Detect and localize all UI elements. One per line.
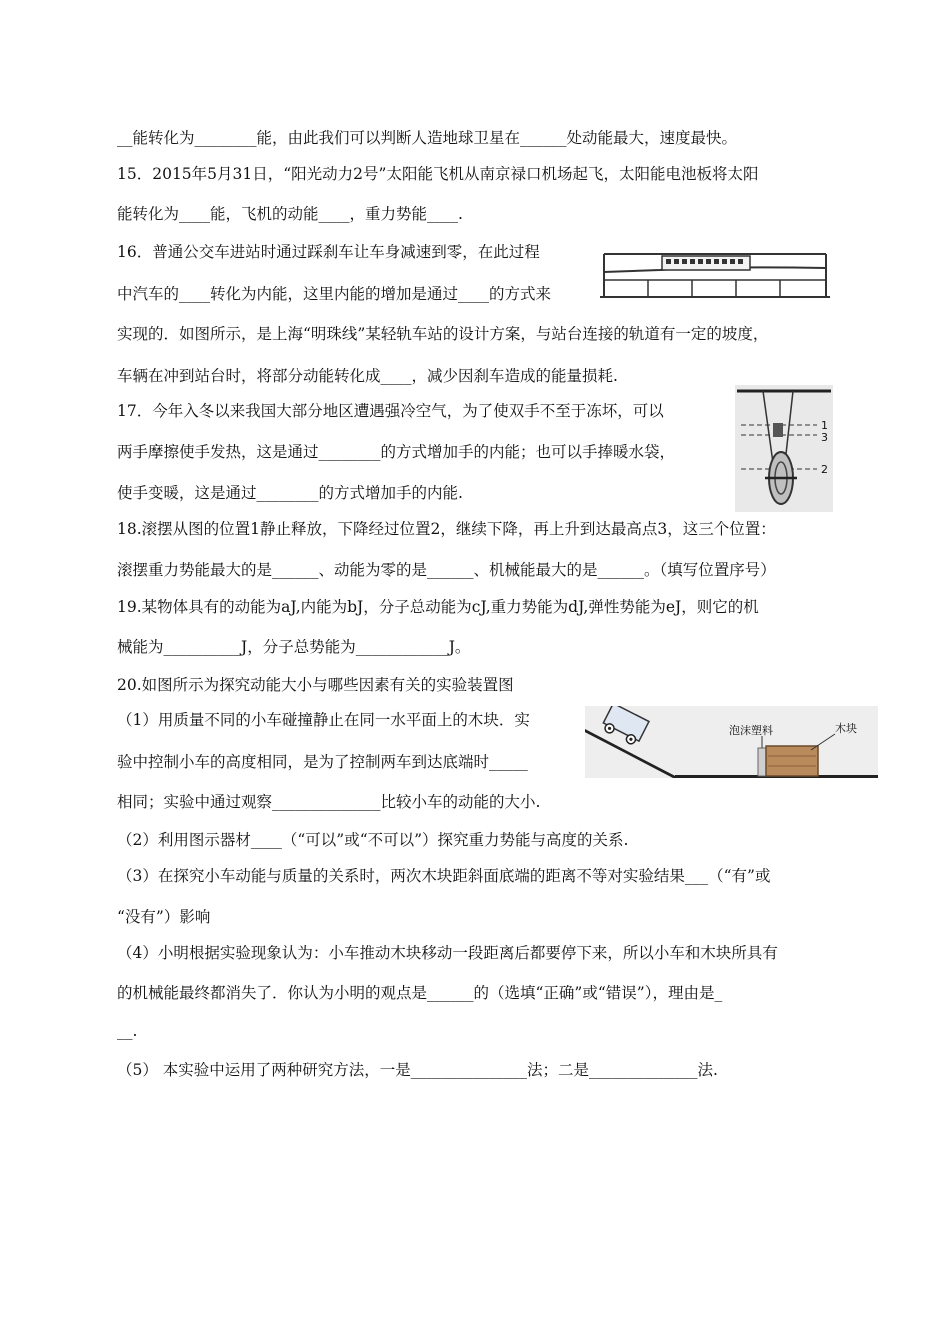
pendulum-figure — [735, 385, 833, 512]
text-line: __. — [117, 1022, 138, 1040]
text-line: （3）在探究小车动能与质量的关系时，两次木块距斜面底端的距离不等对实验结果___（“有”或 — [117, 867, 771, 885]
text-line: （2）利用图示器材____（“可以”或“不可以”）探究重力势能与高度的关系. — [117, 831, 629, 849]
text-line: 的机械能最终都消失了．你认为小明的观点是______的（选填“正确”或“错误”），理由是_ — [117, 984, 723, 1002]
text-line: 20.如图所示为探究动能大小与哪些因素有关的实验装置图 — [117, 676, 514, 694]
ramp-figure — [585, 706, 878, 778]
text-line: （5） 本实验中运用了两种研究方法，一是_______________法；二是______________法. — [117, 1061, 718, 1079]
station-figure — [600, 248, 830, 300]
text-line: 19.某物体具有的动能为aJ,内能为bJ，分子总动能为cJ,重力势能为dJ,弹性势能为eJ，则它的机 — [117, 598, 759, 616]
text-line: 两手摩擦使手发热，这是通过________的方式增加手的内能；也可以手捧暖水袋， — [117, 443, 676, 461]
text-line: 验中控制小车的高度相同，是为了控制两车到达底端时_____ — [117, 753, 528, 771]
text-line: 16．普通公交车进站时通过踩刹车让车身减速到零，在此过程 — [117, 243, 540, 261]
text-line: 17．今年入冬以来我国大部分地区遭遇强冷空气，为了使双手不至于冻坏，可以 — [117, 402, 664, 420]
text-line: __能转化为________能，由此我们可以判断人造地球卫星在______处动能最大，速度最快。 — [117, 129, 738, 147]
position-label-1: 1 — [821, 419, 828, 432]
block-label: 木块 — [835, 722, 857, 735]
text-line: “没有”）影响 — [117, 908, 211, 926]
foam-label: 泡沫塑料 — [729, 724, 773, 737]
text-line: 能转化为____能，飞机的动能____，重力势能____. — [117, 205, 463, 223]
text-line: 15．2015年5月31日，“阳光动力2号”太阳能飞机从南京禄口机场起飞，太阳能电池板将太阳 — [117, 165, 759, 183]
text-line: 中汽车的____转化为内能，这里内能的增加是通过____的方式来 — [117, 285, 552, 303]
text-line: 18.滚摆从图的位置1静止释放，下降经过位置2，继续下降，再上升到达最高点3，这三个位置： — [117, 520, 776, 538]
text-line: （4）小明根据实验现象认为：小车推动木块移动一段距离后都要停下来，所以小车和木块所具有 — [117, 944, 778, 962]
position-label-3: 3 — [821, 431, 828, 444]
text-line: 滚摆重力势能最大的是______、动能为零的是______、机械能最大的是______。（填写位置序号） — [117, 561, 776, 579]
text-line: （1）用质量不同的小车碰撞静止在同一水平面上的木块．实 — [117, 711, 530, 729]
text-line: 使手变暖，这是通过________的方式增加手的内能. — [117, 484, 463, 502]
text-line: 车辆在冲到站台时，将部分动能转化成____，减少因刹车造成的能量损耗. — [117, 367, 618, 385]
text-line: 相同；实验中通过观察______________比较小车的动能的大小. — [117, 793, 541, 811]
text-line: 实现的．如图所示，是上海“明珠线”某轻轨车站的设计方案，与站台连接的轨道有一定的坡度， — [117, 325, 769, 343]
position-label-2: 2 — [821, 463, 828, 476]
text-line: 械能为__________J，分子总势能为____________J。 — [117, 638, 471, 656]
